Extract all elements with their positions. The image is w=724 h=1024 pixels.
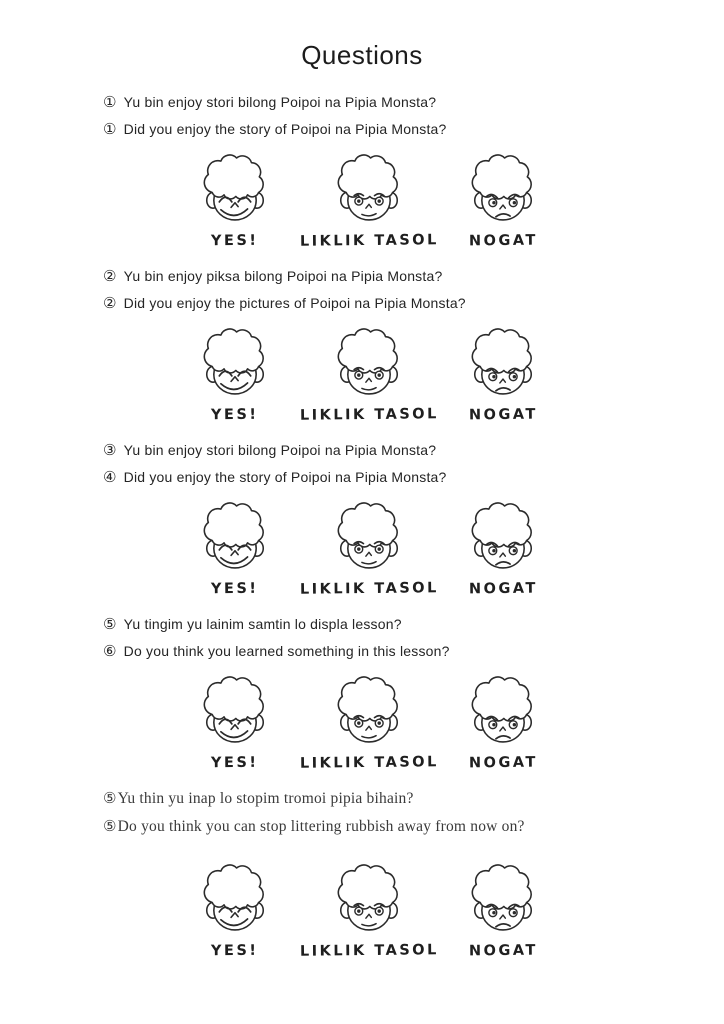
page-title: Questions [301,40,423,70]
answer-faces-row [174,863,564,959]
question-line-en [103,116,724,143]
answer-option-yes [174,327,296,423]
question-pair-5 [103,785,724,841]
answer-option-yes [174,501,296,597]
happy-face-icon [184,863,286,942]
circled-number: ② [103,295,117,312]
answer-option-liklik-tasol [299,153,439,250]
circled-number: ⑤ [103,791,117,807]
answer-option-liklik-tasol [299,863,439,960]
question-line-tok [103,89,724,116]
question-pair-4 [103,611,724,665]
question-text: Did you enjoy the pictures of Poipoi na Pipia Monsta? [123,295,466,311]
question-text: Yu bin enjoy stori bilong Poipoi na Pipia Monsta? [123,442,437,458]
answer-faces-row [174,675,564,771]
answer-label: YES! [211,232,259,250]
sad-face-icon [452,863,554,942]
question-text: Yu thin yu inap lo stopim tromoi pipia bihain? [117,790,414,807]
answer-faces-row [174,501,564,597]
answer-label: YES! [211,942,259,960]
answer-option-yes [174,863,296,959]
question-line-en [103,464,724,491]
sad-face-icon [452,327,554,406]
circled-number: ⑤ [103,819,117,835]
circled-number: ② [103,268,117,285]
answer-label: NOGAT [468,754,538,772]
question-line-en [103,290,724,317]
question-text: Do you think you can stop littering rubbish away from now on? [117,818,525,835]
answer-option-nogat [442,501,564,597]
answer-label: LIKLIK TASOL [299,232,439,250]
question-line-tok [103,611,724,638]
question-text: Yu tingim yu lainim samtin lo displa lesson? [123,616,402,632]
question-line-en [103,813,724,841]
question-text: Did you enjoy the story of Poipoi na Pipia Monsta? [123,121,447,137]
answer-label: YES! [211,754,259,772]
answer-option-nogat [442,327,564,423]
circled-number: ① [103,94,117,111]
answer-faces-row [174,327,564,423]
question-text: Yu bin enjoy stori bilong Poipoi na Pipia Monsta? [123,94,437,110]
answer-label: NOGAT [468,580,538,598]
answer-option-yes [174,153,296,249]
question-text: Did you enjoy the story of Poipoi na Pipia Monsta? [123,469,447,485]
question-pair-3 [103,437,724,491]
question-line-tok [103,785,724,813]
question-pair-1 [103,89,724,143]
answer-label: LIKLIK TASOL [299,580,439,598]
answer-option-nogat [442,863,564,959]
happy-face-icon [184,501,286,580]
sad-face-icon [452,153,554,232]
question-line-en [103,638,724,665]
question-text: Yu bin enjoy piksa bilong Poipoi na Pipia Monsta? [123,268,443,284]
answer-label: NOGAT [468,942,538,960]
circled-number: ③ [103,442,117,459]
answer-label: NOGAT [468,406,538,424]
neutral-face-icon [318,501,420,580]
answer-label: LIKLIK TASOL [299,406,439,424]
answer-option-liklik-tasol [299,327,439,424]
happy-face-icon [184,675,286,754]
answer-label: LIKLIK TASOL [299,942,439,960]
answer-option-liklik-tasol [299,675,439,772]
happy-face-icon [184,327,286,406]
circled-number: ④ [103,469,117,486]
answer-faces-row [174,153,564,249]
answer-option-liklik-tasol [299,501,439,598]
circled-number: ⑥ [103,643,117,660]
answer-option-yes [174,675,296,771]
circled-number: ① [103,121,117,138]
neutral-face-icon [318,863,420,942]
question-line-tok [103,437,724,464]
neutral-face-icon [318,327,420,406]
answer-label: LIKLIK TASOL [299,754,439,772]
question-pair-2 [103,263,724,317]
answer-label: YES! [211,580,259,598]
sad-face-icon [452,501,554,580]
circled-number: ⑤ [103,616,117,633]
answer-label: YES! [211,406,259,424]
neutral-face-icon [318,153,420,232]
answer-option-nogat [442,153,564,249]
happy-face-icon [184,153,286,232]
answer-label: NOGAT [468,232,538,250]
answer-option-nogat [442,675,564,771]
neutral-face-icon [318,675,420,754]
question-line-tok [103,263,724,290]
question-text: Do you think you learned something in this lesson? [123,643,450,659]
sad-face-icon [452,675,554,754]
